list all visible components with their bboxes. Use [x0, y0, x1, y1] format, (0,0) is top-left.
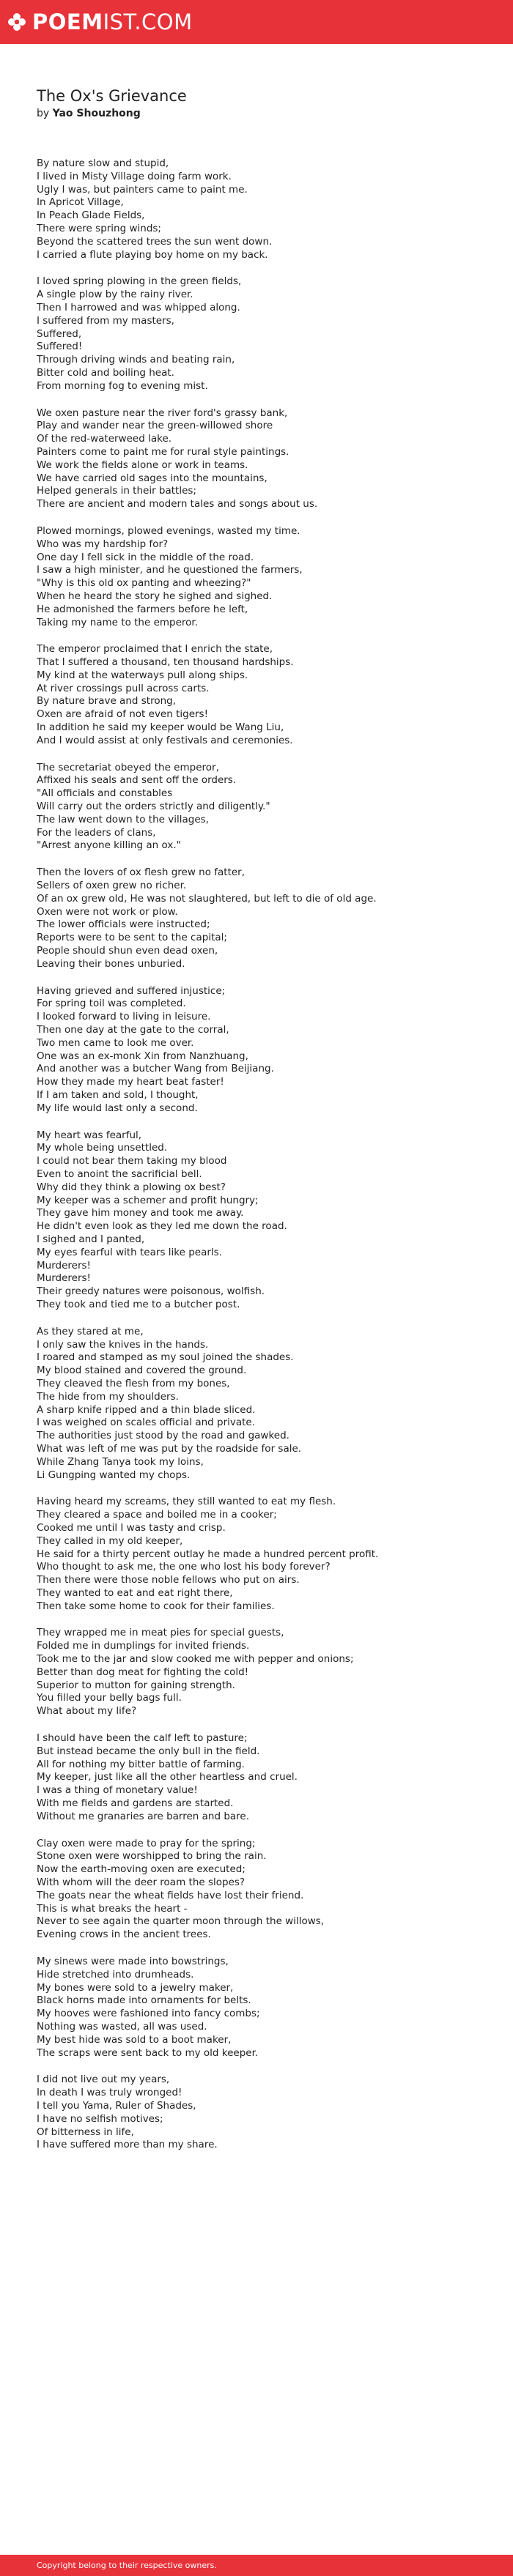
poem-line: That I suffered a thousand, ten thousand hardships.	[37, 656, 294, 669]
poem-line: One was an ex-monk Xin from Nanzhuang,	[37, 1050, 248, 1062]
stanza	[37, 525, 491, 629]
stanza	[37, 1956, 491, 2060]
poem-line: Hide stretched into drumheads.	[37, 1968, 194, 1981]
poem-line: Play and wander near the green-willowed shore	[37, 420, 273, 432]
poem-line: The authorities just stood by the road and gawked.	[37, 1430, 289, 1442]
poem-line: Affixed his seals and sent off the orders.	[37, 774, 237, 787]
stanza	[37, 407, 491, 511]
logo-text-light: IST.COM	[103, 10, 193, 34]
poem-line: With whom will the deer roam the slopes?	[37, 1877, 246, 1889]
poem-line: What about my life?	[37, 1705, 137, 1718]
poem-line: We oxen pasture near the river ford's grassy bank,	[37, 407, 288, 419]
poem-line: With me fields and gardens are started.	[37, 1797, 234, 1810]
poem-line: We have carried old sages into the mountains,	[37, 472, 267, 484]
poem-line: Plowed mornings, plowed evenings, wasted my time.	[37, 524, 300, 537]
poem-line: He didn't even look as they led me down the road.	[37, 1220, 287, 1233]
poem-line: Why did they think a plowing ox best?	[37, 1181, 226, 1193]
poem-line: While Zhang Tanya took my loins,	[37, 1455, 204, 1468]
poem-line: My best hide was sold to a boot maker,	[37, 2033, 232, 2046]
poem-line: Helped generals in their battles;	[37, 485, 196, 497]
poem-line: And I would assist at only festivals and ceremonies.	[37, 734, 293, 746]
poem-line: For the leaders of clans,	[37, 826, 156, 839]
poem-line: At river crossings pull across carts.	[37, 682, 210, 694]
poem-line: Through driving winds and beating rain,	[37, 354, 235, 366]
poem-line: Having grieved and suffered injustice;	[37, 984, 226, 997]
poem-line: Then the lovers of ox flesh grew no fatter,	[37, 866, 246, 879]
site-footer	[0, 2555, 513, 2576]
poem-line: They called in my old keeper,	[37, 1534, 183, 1547]
poem-line: My sinews were made into bowstrings,	[37, 1956, 229, 1968]
logo-wordmark	[32, 7, 193, 37]
poem-line: Sellers of oxen grew no richer.	[37, 880, 187, 892]
poem-line: This is what breaks the heart -	[37, 1902, 188, 1915]
poem-line: My life would last only a second.	[37, 1102, 198, 1114]
poem-line: Painters come to paint me for rural style paintings.	[37, 445, 289, 458]
stanza	[37, 1129, 491, 1312]
poem-line: My blood stained and covered the ground.	[37, 1365, 247, 1377]
poem-line: By nature slow and stupid,	[37, 157, 169, 169]
poem-line: The law went down to the villages,	[37, 813, 209, 825]
poem-line: Folded me in dumplings for invited friends.	[37, 1640, 250, 1652]
poem-line: We work the fields alone or work in teams.	[37, 459, 248, 471]
stanza	[37, 762, 491, 853]
poem-line: They took and tied me to a butcher post.	[37, 1298, 240, 1310]
poem-line: Then I harrowed and was whipped along.	[37, 301, 240, 313]
poem-line: Suffered,	[37, 327, 82, 340]
poem-line: Li Gungping wanted my chops.	[37, 1469, 191, 1481]
poem-line: From morning fog to evening mist.	[37, 379, 208, 392]
poem-line: Better than dog meat for fighting the cold!	[37, 1666, 249, 1678]
poem-title: The Ox's Grievance	[37, 87, 187, 105]
poem-line: I have suffered more than my share.	[37, 2139, 218, 2151]
stanza	[37, 2074, 491, 2152]
author-name[interactable]: Yao Shouzhong	[52, 108, 141, 119]
poem-line: Then one day at the gate to the corral,	[37, 1024, 229, 1036]
poem-line: Took me to the jar and slow cooked me with pepper and onions;	[37, 1653, 354, 1666]
poem-line: In Apricot Village,	[37, 196, 124, 209]
poem-line: Without me granaries are barren and bare.	[37, 1810, 250, 1822]
poem-line: Evening crows in the ancient trees.	[37, 1929, 211, 1941]
poem-line: I sighed and I panted,	[37, 1233, 145, 1245]
poem-line: I could not bear them taking my blood	[37, 1155, 227, 1168]
poem-line: Of bitterness in life,	[37, 2126, 134, 2138]
poem-line: Ugly I was, but painters came to paint me.	[37, 183, 248, 196]
poem-line: Then there were those noble fellows who put on airs.	[37, 1574, 300, 1586]
poem-line: You filled your belly bags full.	[37, 1692, 182, 1704]
stanza	[37, 1732, 491, 1824]
poem-line: I have no selfish motives;	[37, 2112, 163, 2125]
stanza	[37, 275, 491, 393]
poem-line: They cleared a space and boiled me in a cooker;	[37, 1509, 277, 1521]
poem-line: Who was my hardship for?	[37, 538, 169, 550]
poem-line: All for nothing my bitter battle of farming.	[37, 1758, 245, 1770]
poem-line: My eyes fearful with tears like pearls.	[37, 1246, 222, 1258]
poem-line: I did not live out my years,	[37, 2074, 170, 2086]
poem-line: My hooves were fashioned into fancy combs;	[37, 2008, 260, 2020]
poem-line: Of an ox grew old, He was not slaughtered, but left to die of old age.	[37, 892, 377, 905]
poem-line: How they made my heart beat faster!	[37, 1076, 224, 1088]
poem-line: The secretariat obeyed the emperor,	[37, 761, 219, 773]
stanza	[37, 1326, 491, 1482]
poem-line: By nature brave and strong,	[37, 695, 176, 708]
poem-line: He said for a thirty percent outlay he made a hundred percent profit.	[37, 1548, 379, 1560]
stanza	[37, 1627, 491, 1718]
poem-line: Leaving their bones unburied.	[37, 957, 185, 970]
poem-line: In death I was truly wronged!	[37, 2087, 182, 2099]
poem-line: Even to anoint the sacrificial bell.	[37, 1168, 202, 1180]
stanza	[37, 643, 491, 747]
poem-body	[37, 157, 491, 2166]
poem-line: Nothing was wasted, all was used.	[37, 2021, 207, 2033]
poem-line: Never to see again the quarter moon through the willows,	[37, 1915, 325, 1928]
poem-line: The emperor proclaimed that I enrich the state,	[37, 643, 273, 656]
poem-line: He admonished the farmers before he left,	[37, 603, 248, 615]
poem-line: I looked forward to living in leisure.	[37, 1011, 211, 1023]
poem-line: I carried a flute playing boy home on my back.	[37, 248, 268, 261]
poem-line: They cleaved the flesh from my bones,	[37, 1377, 230, 1389]
poem-line: Their greedy natures were poisonous, wolfish.	[37, 1285, 265, 1298]
poem-line: Two men came to look me over.	[37, 1036, 194, 1049]
poem-line: Who thought to ask me, the one who lost his body forever?	[37, 1561, 331, 1573]
poem-line: They gave him money and took me away.	[37, 1207, 244, 1220]
poem-line: The lower officials were instructed;	[37, 918, 210, 931]
logo-text-bold: POEM	[32, 10, 103, 34]
poem-line: Cooked me until I was tasty and crisp.	[37, 1521, 226, 1534]
poem-line: What was left of me was put by the roadside for sale.	[37, 1442, 302, 1455]
poem-line: "Why is this old ox panting and wheezing?"	[37, 577, 251, 590]
flower-icon	[7, 12, 26, 31]
poem-line: I suffered from my masters,	[37, 314, 174, 327]
poem-line: I loved spring plowing in the green fields,	[37, 275, 242, 288]
poem-line: Of the red-waterweed lake.	[37, 433, 172, 445]
poem-line: I was weighed on scales official and private.	[37, 1417, 256, 1429]
stanza	[37, 866, 491, 970]
poem-line: But instead became the only bull in the field.	[37, 1745, 260, 1757]
poem-line: I tell you Yama, Ruler of Shades,	[37, 2099, 196, 2112]
poem-line: A sharp knife ripped and a thin blade sliced.	[37, 1403, 256, 1416]
poem-line: Having heard my screams, they still wanted to eat my flesh.	[37, 1496, 336, 1508]
poem-line: Murderers!	[37, 1259, 91, 1272]
poem-line: Then take some home to cook for their families.	[37, 1600, 275, 1612]
poem-line: I lived in Misty Village doing farm work.	[37, 170, 232, 182]
byline	[37, 106, 476, 121]
poem-line: People should shun even dead oxen,	[37, 945, 218, 957]
poem-line: When he heard the story he sighed and sighed.	[37, 590, 273, 602]
poem-line: One day I fell sick in the middle of the road.	[37, 551, 254, 563]
poem-line: If I am taken and sold, I thought,	[37, 1089, 199, 1101]
poem-line: My heart was fearful,	[37, 1129, 142, 1141]
poem-line: My whole being unsettled.	[37, 1142, 168, 1154]
poem-line: They wanted to eat and eat right there,	[37, 1586, 233, 1599]
poem-line: Beyond the scattered trees the sun went down.	[37, 235, 273, 248]
stanza	[37, 1838, 491, 1942]
poem-line: Superior to mutton for gaining strength.	[37, 1679, 235, 1691]
poem-line: In addition he said my keeper would be Wang Liu,	[37, 721, 284, 734]
poem-line: My bones were sold to a jewelry maker,	[37, 1981, 234, 1994]
site-logo[interactable]	[7, 7, 193, 37]
poem-line: The scraps were sent back to my old keeper.	[37, 2046, 259, 2059]
poem-line: Now the earth-moving oxen are executed;	[37, 1863, 246, 1876]
poem-line: Oxen were not work or plow.	[37, 905, 178, 918]
poem-line: And another was a butcher Wang from Beijiang.	[37, 1063, 274, 1075]
poem-line: The goats near the wheat fields have lost their friend.	[37, 1889, 304, 1901]
poem-line: My keeper, just like all the other heartless and cruel.	[37, 1771, 298, 1783]
poem-line: "All officials and constables	[37, 787, 173, 800]
poem-heading	[37, 86, 476, 121]
poem-line: I only saw the knives in the hands.	[37, 1338, 209, 1351]
poem-line: Bitter cold and boiling heat.	[37, 366, 174, 379]
stanza	[37, 157, 491, 261]
poem-line: A single plow by the rainy river.	[37, 289, 193, 301]
stanza	[37, 1496, 491, 1613]
poem-line: I saw a high minister, and he questioned the farmers,	[37, 564, 303, 576]
poem-line: Stone oxen were worshipped to bring the rain.	[37, 1850, 267, 1863]
poem-line: Reports were to be sent to the capital;	[37, 932, 227, 944]
poem-line: My kind at the waterways pull along ships.	[37, 669, 248, 681]
poem-line: My keeper was a schemer and profit hungry;	[37, 1194, 259, 1206]
site-header	[0, 0, 513, 44]
poem-line: Suffered!	[37, 341, 83, 353]
poem-line: The hide from my shoulders.	[37, 1390, 179, 1403]
poem-line: Oxen are afraid of not even tigers!	[37, 708, 209, 721]
poem-line: As they stared at me,	[37, 1325, 144, 1337]
poem-line: For spring toil was completed.	[37, 998, 186, 1010]
poem-line: I was a thing of monetary value!	[37, 1784, 198, 1797]
stanza	[37, 985, 491, 1116]
poem-line: Will carry out the orders strictly and diligently."	[37, 801, 270, 813]
poem-line: They wrapped me in meat pies for special guests,	[37, 1627, 284, 1639]
copyright-notice: Copyright belong to their respective owners.	[37, 2561, 217, 2570]
poem-line: Black horns made into ornaments for belts.	[37, 1994, 251, 2007]
poem-line: Taking my name to the emperor.	[37, 616, 199, 628]
poem-line: Clay oxen were made to pray for the spring;	[37, 1837, 256, 1849]
poem-line: "Arrest anyone killing an ox."	[37, 839, 181, 852]
poem-line: Murderers!	[37, 1272, 91, 1285]
poem-line: In Peach Glade Fields,	[37, 209, 145, 222]
poem-line: There were spring winds;	[37, 222, 161, 234]
byline-prefix: by	[37, 108, 50, 119]
poem-line: I should have been the calf left to pasture;	[37, 1732, 248, 1745]
poem-line: There are ancient and modern tales and songs about us.	[37, 498, 318, 511]
poem-line: I roared and stamped as my soul joined the shades.	[37, 1351, 294, 1364]
